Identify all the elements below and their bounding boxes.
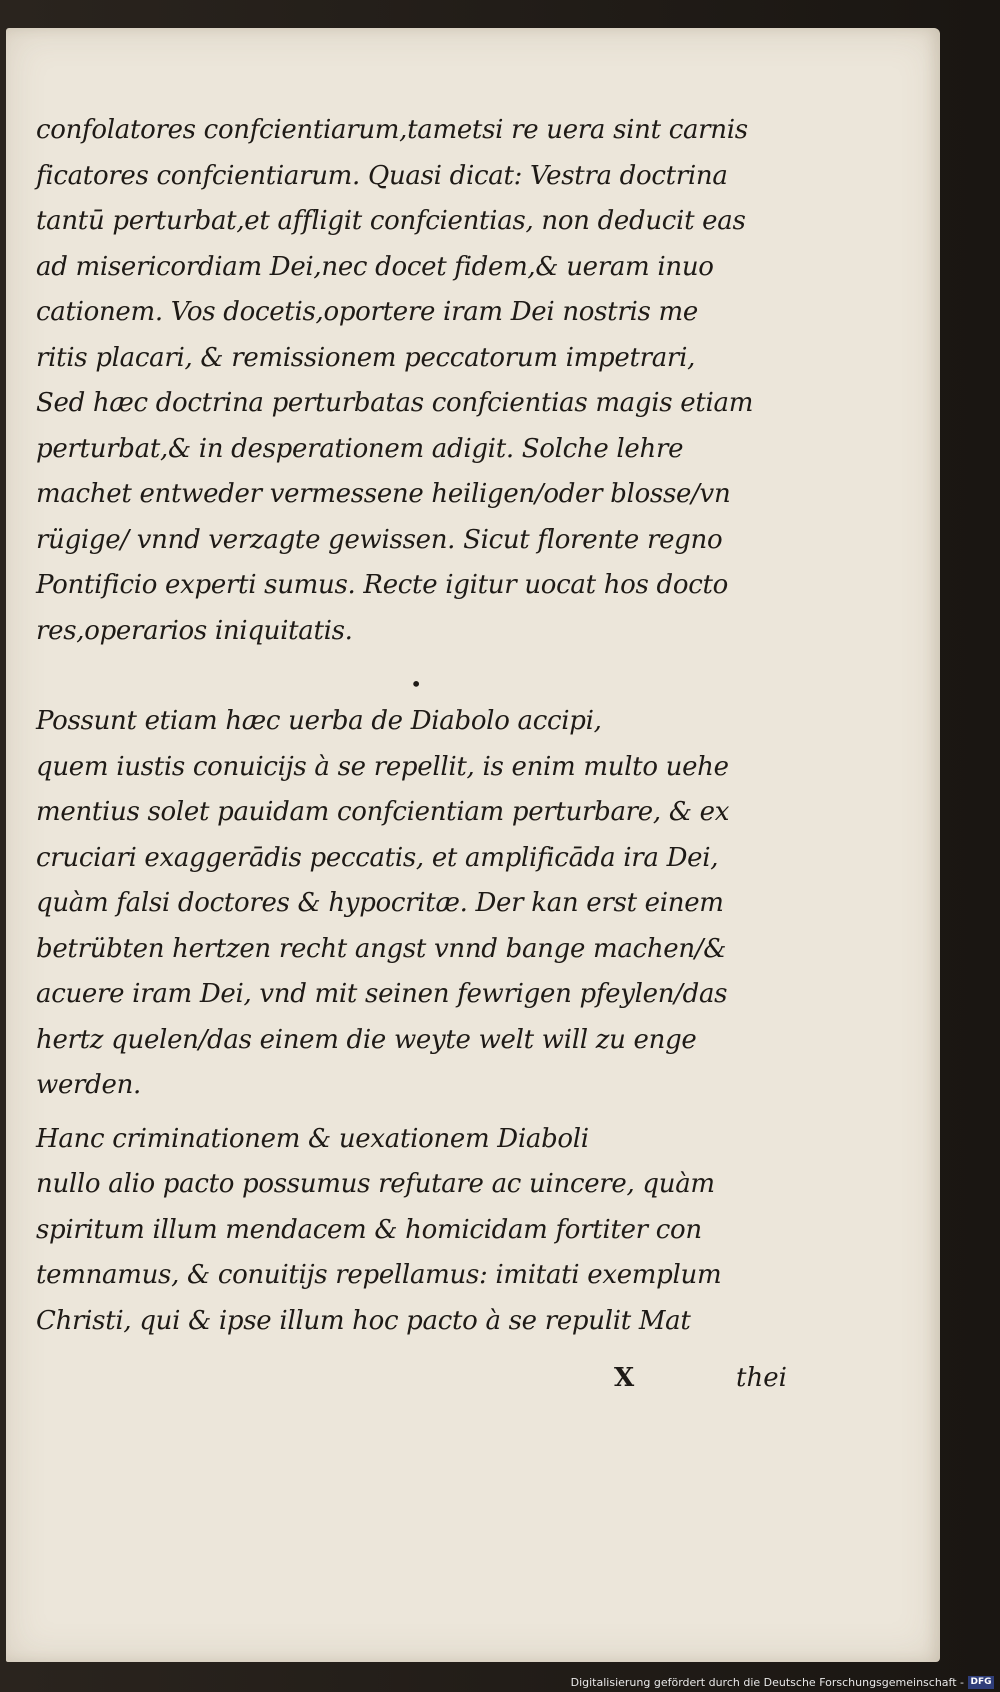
digitization-credit: Digitalisierung gefördert durch die Deutsche Forschungsgemeinschaft - xyxy=(570,1676,964,1689)
page-footer-marks xyxy=(36,1363,796,1413)
paragraph-3: Hanc criminationem & uexationem Diaboli nullo alio pacto possumus refutare ac uincere, quàm spiritum illum mendacem & homicidam fortiter con temnamus, & conuitijs repellamus: imitati exemplum Christi, qui & ipse illum hoc pacto à se repulit Mat xyxy=(36,1123,722,1336)
separator-mark: • xyxy=(410,672,422,696)
dfg-logo: DFG xyxy=(968,1676,994,1689)
catchword: thei xyxy=(736,1363,787,1393)
page-text xyxy=(36,108,796,1344)
paragraph-1: confolatores confcientiarum,tametsi re uera sint carnis ficatores confcientiarum. Quasi dicat: Vestra doctrina tantū perturbat,et affligit confcientias, non deducit eas ad misericordiam Dei,nec docet fidem,& ueram inuo cationem. Vos docetis,oportere iram Dei nostris me ritis placari, & remissionem peccatorum impetrari, Sed hæc doctrina perturbatas confcientias magis etiam perturbat,& in desperationem adigit. Solche lehre machet entweder vermessene heiligen/oder blosse/vn rügige/ vnnd verzagte gewissen. Sicut florente regno Pontificio experti sumus. Recte igitur uocat hos docto res,operarios iniquitatis. xyxy=(36,115,754,646)
paragraph-2: Possunt etiam hæc uerba de Diabolo accipi, quem iustis conuicijs à se repellit, is enim multo uehe mentius solet pauidam confcientiam perturbare, & ex cruciari exaggerādis peccatis, et amplificāda ira Dei, quàm falsi doctores & hypocritæ. Der kan erst einem betrübten hertzen recht angst vnnd bange machen/& acuere iram Dei, vnd mit seinen fewrigen pfeylen/das hertz quelen/das einem die weyte welt will zu enge werden. xyxy=(36,706,730,1100)
book-page xyxy=(6,28,940,1662)
signature-mark: X xyxy=(614,1363,635,1393)
